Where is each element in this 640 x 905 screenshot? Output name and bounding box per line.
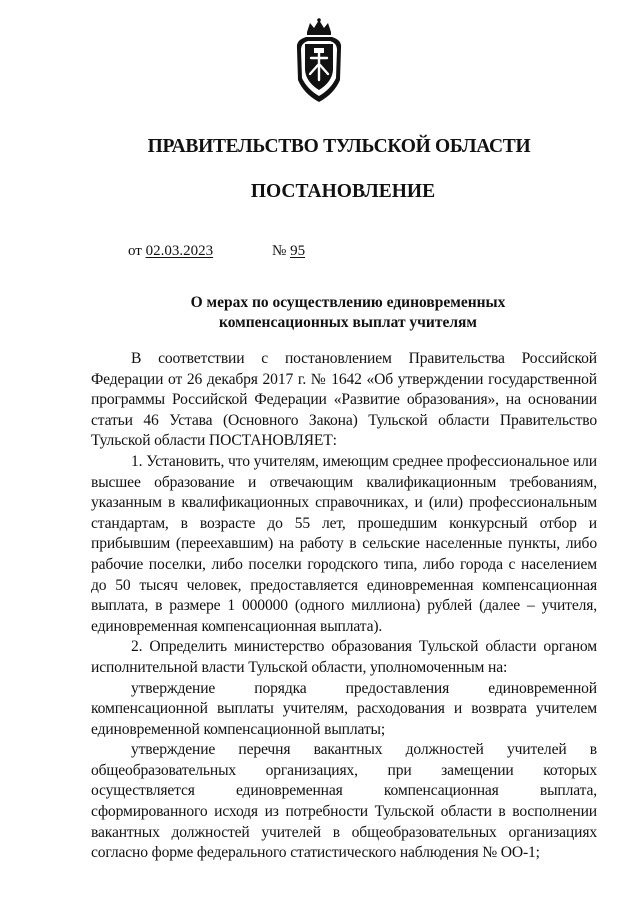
subject-line-1: О мерах по осуществлению единовременных xyxy=(190,294,506,311)
body-paragraph-2-item-1: утверждение порядка предоставления единовременной компенсационной выплаты учителям, расходования и возврата учителем единовременной компенсационной выплаты; xyxy=(91,679,597,738)
number-value: 95 xyxy=(290,243,306,259)
body-paragraph-1: 1. Установить, что учителям, имеющим среднее профессиональное или высшее образование и отвечающим квалификационным требованиям, указанным в квалификационных справочниках, и (или) профессиональным стандартам, в возрасте до 55 лет, прошедшим конкурсный отбор и прибывшим (переехавшим) на работу в сельские населенные пункты, либо рабочие поселки, либо поселки городского типа, либо города с населением до 50 тысяч человек, предоставляется единовременная компенсационная выплата, в размере 1 000000 (одного миллиона) рублей (далее – учителя, единовременная компенсационная выплата). xyxy=(91,452,597,635)
document-number xyxy=(272,243,305,260)
body-paragraph-2: 2. Определить министерство образования Тульской области органом исполнительной власти Тульской области, уполномоченным на: xyxy=(91,638,597,676)
subject-line-2: компенсационных выплат учителям xyxy=(219,314,477,331)
body-paragraph-preamble: В соответствии с постановлением Правительства Российской Федерации от 26 декабря 2017 г. № 1642 «Об утверждении государственной программы Российской Федерации «Развитие образования», на основании статьи 46 Устава (Основного Закона) Тульской области Правительство Тульской области ПОСТАНОВЛЯЕТ: xyxy=(91,350,597,450)
document-date xyxy=(128,243,213,260)
coat-of-arms-icon xyxy=(294,18,344,104)
document-subject xyxy=(100,293,596,333)
date-prefix: от xyxy=(128,243,142,259)
body-paragraph-2-item-2: утверждение перечня вакантных должностей учителей в общеобразовательных организациях, при замещении которых осуществляется единовременная компенсационная выплата, сформированного исходя из потребности Тульской области в восполнении вакантных должностей учителей в общеобразовательных организациях согласно форме федерального статистического наблюдения № ОО-1; xyxy=(91,741,597,862)
number-prefix: № xyxy=(272,243,287,259)
date-value: 02.03.2023 xyxy=(145,243,214,259)
authority-title: ПРАВИТЕЛЬСТВО ТУЛЬСКОЙ ОБЛАСТИ xyxy=(147,136,531,157)
document-type-title: ПОСТАНОВЛЕНИЕ xyxy=(250,181,436,202)
document-body xyxy=(91,349,597,864)
